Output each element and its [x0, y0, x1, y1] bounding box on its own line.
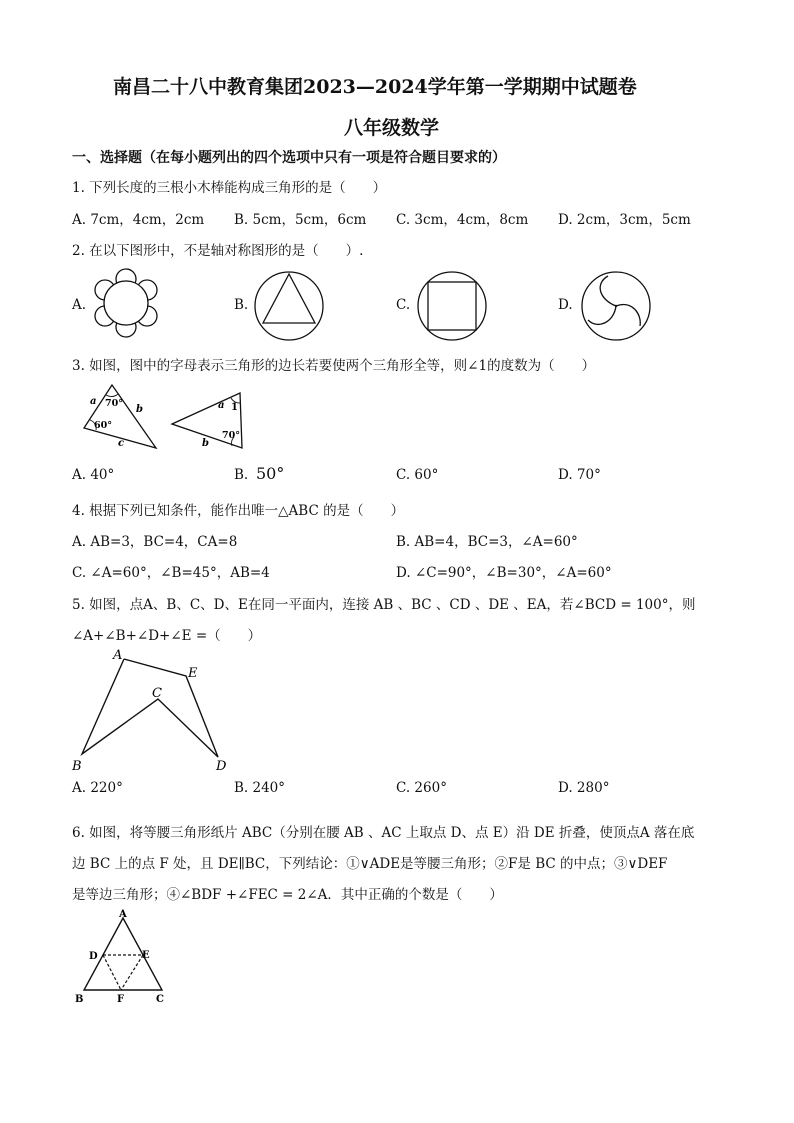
q3-option-b-letter: B.: [234, 467, 249, 483]
q4-option-c: C. ∠A=60°，∠B=45°，AB=4: [72, 565, 270, 581]
q3-label-b: b: [136, 404, 143, 415]
q3-figure: [78, 380, 254, 452]
q4-option-a: A. AB=3，BC=4，CA=8: [72, 534, 238, 550]
q6-figure: [72, 908, 176, 1006]
q5-figure: [68, 644, 238, 774]
q2-figure-square-in-circle: [416, 270, 488, 342]
q3-option-c: C. 60°: [396, 467, 439, 483]
q5-label-E: E: [188, 666, 198, 681]
question-5-stem-line2: ∠A+∠B+∠D+∠E =（ ）: [72, 628, 262, 644]
q3-label-c: c: [118, 438, 125, 449]
q5-option-a: A. 220°: [72, 780, 123, 796]
question-6-stem-line3: 是等边三角形；④∠BDF +∠FEC = 2∠A．其中正确的个数是（ ）: [72, 887, 503, 903]
q1-option-b: B. 5cm，5cm，6cm: [234, 212, 367, 228]
q4-option-d: D. ∠C=90°，∠B=30°，∠A=60°: [396, 565, 612, 581]
question-5-stem-line1: 5. 如图，点A、B、C、D、E在同一平面内，连接 AB 、BC 、CD 、DE 、EA，若∠BCD = 100°，则: [72, 597, 696, 613]
q5-option-b: B. 240°: [234, 780, 286, 796]
q3-option-b-value: 50°: [256, 464, 285, 483]
q3-label-a2: a: [218, 400, 225, 411]
section-heading: 一、选择题（在每小题列出的四个选项中只有一项是符合题目要求的）: [72, 150, 506, 166]
q5-option-d: D. 280°: [558, 780, 610, 796]
q3-label-a: a: [90, 396, 97, 407]
q3-option-d: D. 70°: [558, 467, 601, 483]
q6-label-A: A: [119, 909, 127, 920]
q3-label-70-top: 70°: [105, 398, 123, 409]
q6-label-E: E: [142, 950, 150, 961]
q6-label-F: F: [117, 994, 125, 1005]
q3-label-70-bottom: 70°: [222, 430, 240, 441]
q6-label-C: C: [156, 994, 164, 1005]
q1-option-d: D. 2cm，3cm，5cm: [558, 212, 691, 228]
q4-option-b: B. AB=4，BC=3，∠A=60°: [396, 534, 578, 550]
q3-label-60: 60°: [94, 420, 112, 431]
q2-figure-flower: [92, 268, 160, 338]
q2-option-c: C.: [396, 297, 411, 313]
q2-figure-triangle-in-circle: [253, 270, 325, 342]
q2-option-d: D.: [558, 297, 573, 313]
q1-option-c: C. 3cm，4cm，8cm: [396, 212, 529, 228]
question-3-stem: 3. 如图，图中的字母表示三角形的边长若要使两个三角形全等，则∠1的度数为（ ）: [72, 358, 596, 374]
q3-label-angle1: 1: [231, 402, 238, 413]
q5-label-A: A: [113, 648, 123, 663]
q2-option-a: A.: [72, 297, 87, 313]
q2-option-b: B.: [234, 297, 249, 313]
q2-figure-swirl: [580, 270, 652, 342]
exam-title: 南昌二十八中教育集团2023—2024学年第一学期期中试题卷: [113, 76, 637, 98]
q5-label-B: B: [72, 759, 82, 774]
q6-label-B: B: [75, 994, 84, 1005]
q1-option-a: A. 7cm，4cm，2cm: [72, 212, 205, 228]
q5-label-C: C: [152, 686, 162, 701]
q3-option-a: A. 40°: [72, 467, 115, 483]
q5-option-c: C. 260°: [396, 780, 447, 796]
question-6-stem-line1: 6. 如图，将等腰三角形纸片 ABC（分别在腰 AB 、AC 上取点 D、点 E）沿 DE 折叠，使顶点A 落在底: [72, 825, 695, 841]
q3-label-b2: b: [202, 438, 209, 449]
exam-subtitle: 八年级数学: [344, 117, 440, 139]
question-6-stem-line2: 边 BC 上的点 F 处，且 DE∥BC，下列结论：①∨ADE是等腰三角形；②F是 BC 的中点；③∨DEF: [72, 856, 668, 872]
question-4-stem: 4. 根据下列已知条件，能作出唯一△ABC 的是（ ）: [72, 503, 405, 519]
question-1-stem: 1. 下列长度的三根小木棒能构成三角形的是（ ）: [72, 180, 387, 196]
q5-label-D: D: [216, 759, 227, 774]
q6-label-D: D: [89, 951, 98, 962]
question-2-stem: 2. 在以下图形中，不是轴对称图形的是（ ）.: [72, 243, 364, 259]
